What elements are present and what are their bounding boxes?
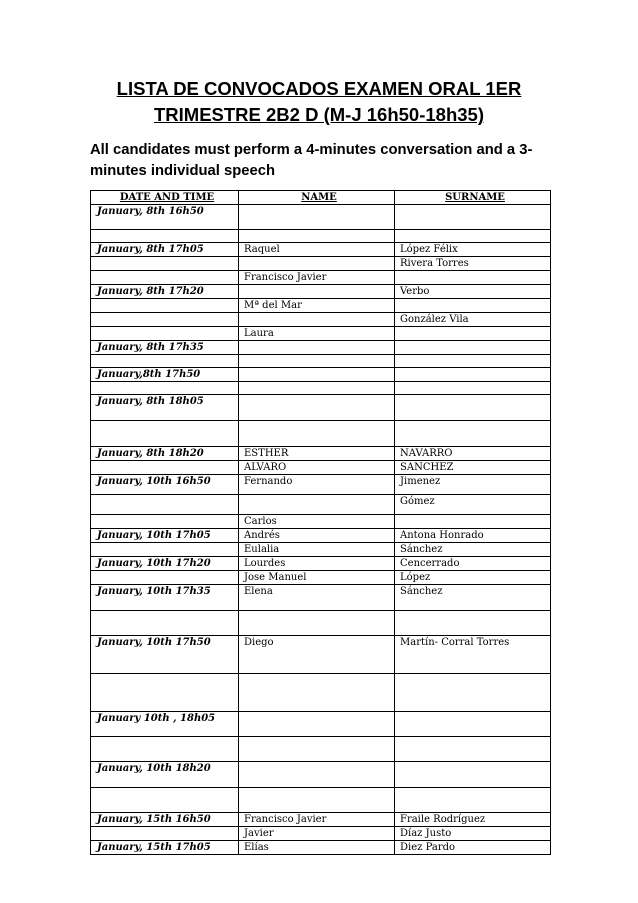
table-row	[91, 495, 551, 515]
table-row	[91, 788, 551, 813]
cell-name: Diego	[239, 636, 395, 674]
cell-date-time: January, 8th 16h50	[91, 205, 239, 230]
cell-name	[239, 421, 395, 447]
cell-surname: Díaz Justo	[395, 827, 551, 841]
header-date-time: DATE AND TIME	[91, 191, 239, 205]
cell-date-time: January, 8th 18h20	[91, 447, 239, 461]
cell-surname: Antona Honrado	[395, 529, 551, 543]
cell-surname	[395, 421, 551, 447]
cell-date-time	[91, 382, 239, 395]
table-row	[91, 257, 551, 271]
table-row	[91, 461, 551, 475]
table-row	[91, 841, 551, 855]
cell-name: Fernando	[239, 475, 395, 495]
header-name: NAME	[239, 191, 395, 205]
cell-name: Elías	[239, 841, 395, 855]
cell-date-time	[91, 313, 239, 327]
cell-name: Francisco Javier	[239, 271, 395, 285]
table-row	[91, 421, 551, 447]
cell-surname	[395, 368, 551, 382]
cell-name: Carlos	[239, 515, 395, 529]
instructions-paragraph: All candidates must perform a 4-minutes conversation and a 3-minutes individual speech	[90, 142, 533, 179]
title-line-2: TRIMESTRE 2B2 D (M-J 16h50-18h35)	[153, 104, 484, 125]
cell-date-time: January, 10th 17h35	[91, 585, 239, 611]
cell-name	[239, 341, 395, 355]
cell-name: Jose Manuel	[239, 571, 395, 585]
cell-date-time: January, 8th 17h35	[91, 341, 239, 355]
cell-date-time	[91, 515, 239, 529]
cell-name: Mª del Mar	[239, 299, 395, 313]
cell-date-time: January, 10th 17h20	[91, 557, 239, 571]
cell-date-time	[91, 257, 239, 271]
cell-date-time	[91, 230, 239, 243]
table-row	[91, 515, 551, 529]
cell-surname: López Félix	[395, 243, 551, 257]
table-row	[91, 299, 551, 313]
table-row	[91, 611, 551, 636]
cell-surname: SANCHEZ	[395, 461, 551, 475]
cell-date-time	[91, 543, 239, 557]
cell-date-time: January, 10th 16h50	[91, 475, 239, 495]
cell-surname: Fraile Rodríguez	[395, 813, 551, 827]
table-row	[91, 585, 551, 611]
table-row	[91, 762, 551, 788]
cell-name	[239, 257, 395, 271]
table-row	[91, 230, 551, 243]
cell-date-time: January, 8th 17h20	[91, 285, 239, 299]
table-row	[91, 395, 551, 421]
cell-name: Francisco Javier	[239, 813, 395, 827]
cell-name: Andrés	[239, 529, 395, 543]
cell-date-time: January, 10th 18h20	[91, 762, 239, 788]
table-row	[91, 285, 551, 299]
cell-surname: Martín- Corral Torres	[395, 636, 551, 674]
cell-name: Raquel	[239, 243, 395, 257]
table-row	[91, 313, 551, 327]
cell-name	[239, 495, 395, 515]
cell-name	[239, 205, 395, 230]
table-row	[91, 447, 551, 461]
document-title	[90, 76, 548, 128]
cell-date-time	[91, 299, 239, 313]
cell-surname	[395, 788, 551, 813]
table-row	[91, 327, 551, 341]
cell-surname	[395, 205, 551, 230]
cell-name: Javier	[239, 827, 395, 841]
cell-date-time	[91, 271, 239, 285]
cell-surname	[395, 355, 551, 368]
cell-date-time: January 10th , 18h05	[91, 712, 239, 737]
cell-surname: González Vila	[395, 313, 551, 327]
cell-name	[239, 395, 395, 421]
schedule-table	[90, 190, 551, 855]
cell-name	[239, 382, 395, 395]
cell-surname	[395, 230, 551, 243]
cell-date-time	[91, 327, 239, 341]
cell-surname	[395, 299, 551, 313]
cell-surname: Gómez	[395, 495, 551, 515]
cell-name: Lourdes	[239, 557, 395, 571]
cell-date-time	[91, 737, 239, 762]
cell-date-time: January, 10th 17h05	[91, 529, 239, 543]
cell-surname	[395, 762, 551, 788]
cell-name	[239, 355, 395, 368]
cell-name	[239, 762, 395, 788]
cell-date-time: January,8th 17h50	[91, 368, 239, 382]
cell-surname	[395, 515, 551, 529]
table-row	[91, 813, 551, 827]
cell-date-time: January, 8th 18h05	[91, 395, 239, 421]
cell-surname: Verbo	[395, 285, 551, 299]
cell-name	[239, 737, 395, 762]
table-row	[91, 243, 551, 257]
cell-surname	[395, 611, 551, 636]
cell-surname	[395, 341, 551, 355]
table-row	[91, 529, 551, 543]
table-row	[91, 543, 551, 557]
table-row	[91, 355, 551, 368]
cell-date-time	[91, 461, 239, 475]
cell-date-time: January, 15th 16h50	[91, 813, 239, 827]
title-line-1: LISTA DE CONVOCADOS EXAMEN ORAL 1ER	[116, 78, 522, 99]
table-row	[91, 712, 551, 737]
table-row	[91, 341, 551, 355]
cell-name	[239, 712, 395, 737]
cell-surname: Diez Pardo	[395, 841, 551, 855]
cell-name: ESTHER	[239, 447, 395, 461]
cell-date-time: January, 8th 17h05	[91, 243, 239, 257]
table-row	[91, 557, 551, 571]
cell-surname: Sánchez	[395, 585, 551, 611]
cell-name	[239, 788, 395, 813]
table-row	[91, 475, 551, 495]
cell-surname	[395, 327, 551, 341]
cell-date-time: January, 15th 17h05	[91, 841, 239, 855]
table-row	[91, 368, 551, 382]
cell-surname	[395, 395, 551, 421]
cell-name	[239, 611, 395, 636]
cell-date-time	[91, 674, 239, 712]
cell-name	[239, 285, 395, 299]
cell-date-time	[91, 571, 239, 585]
table-row	[91, 271, 551, 285]
cell-name	[239, 313, 395, 327]
cell-surname: Sánchez	[395, 543, 551, 557]
cell-name	[239, 674, 395, 712]
cell-surname	[395, 712, 551, 737]
table-row	[91, 674, 551, 712]
cell-name	[239, 368, 395, 382]
cell-surname: Cencerrado	[395, 557, 551, 571]
cell-surname: López	[395, 571, 551, 585]
cell-name: ALVARO	[239, 461, 395, 475]
cell-surname	[395, 382, 551, 395]
table-row	[91, 737, 551, 762]
cell-date-time	[91, 355, 239, 368]
cell-name	[239, 230, 395, 243]
table-row	[91, 571, 551, 585]
table-row	[91, 827, 551, 841]
cell-name: Elena	[239, 585, 395, 611]
header-surname: SURNAME	[395, 191, 551, 205]
cell-date-time	[91, 788, 239, 813]
cell-surname: Jimenez	[395, 475, 551, 495]
table-row	[91, 636, 551, 674]
table-row	[91, 205, 551, 230]
cell-surname	[395, 271, 551, 285]
cell-date-time	[91, 611, 239, 636]
cell-name: Laura	[239, 327, 395, 341]
cell-date-time	[91, 421, 239, 447]
cell-date-time: January, 10th 17h50	[91, 636, 239, 674]
cell-name: Eulalia	[239, 543, 395, 557]
cell-surname	[395, 674, 551, 712]
cell-date-time	[91, 827, 239, 841]
cell-surname: Rivera Torres	[395, 257, 551, 271]
table-body	[91, 205, 551, 855]
cell-date-time	[91, 495, 239, 515]
table-header-row	[91, 191, 551, 205]
table-row	[91, 382, 551, 395]
cell-surname: NAVARRO	[395, 447, 551, 461]
cell-surname	[395, 737, 551, 762]
